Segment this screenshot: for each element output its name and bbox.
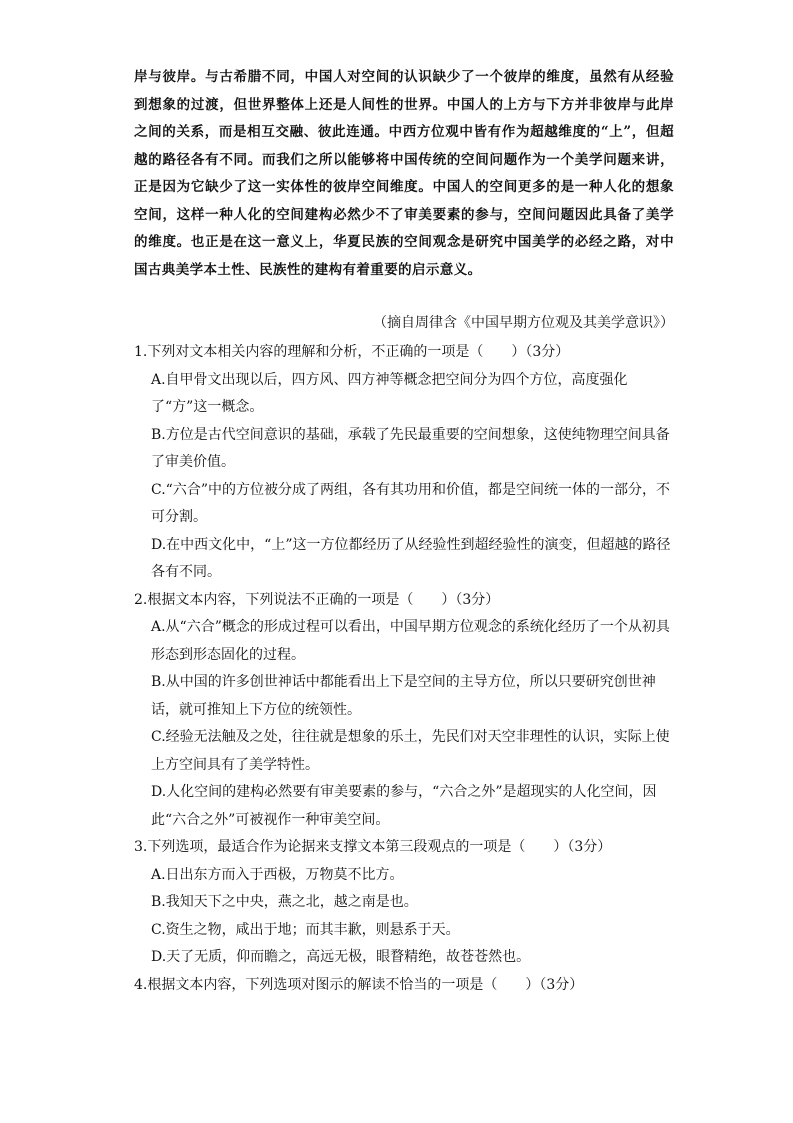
option-d: D.人化空间的建构必然要有审美要素的参与，“六合之外”是超现实的人化空间，因此“六合之外”可被视作一种审美空间。 <box>151 784 657 828</box>
question-2 <box>134 587 674 835</box>
option-c: C.经验无法触及之处，往往就是想象的乐土，先民们对天空非理性的认识，实际上使上方空间具有了美学特性。 <box>151 729 670 773</box>
option-a: A.自甲骨文出现以后，四方风、四方神等概念把空间分为四个方位，高度强化了“方”这一概念。 <box>151 371 628 415</box>
option-d: D.天了无质，仰而瞻之，高远无极，眼瞀精绝，故苍苍然也。 <box>151 949 531 965</box>
passage-source: （摘自周律含《中国早期方位观及其美学意识》） <box>373 315 674 331</box>
passage-paragraph: 岸与彼岸。与古希腊不同，中国人对空间的认识缺少了一个彼岸的维度，虽然有从经验到想象的过渡，但世界整体上还是人间性的世界。中国人的上方与下方并非彼岸与此岸之间的关系，而是相互交融、彼此连通。中西方位观中皆有作为超越维度的“上”，但超越的路径各有不同。而我们之所以能够将中国传统的空间问题作为一个美学问题来讲，正是因为它缺少了这一实体性的彼岸空间维度。中国人的空间更多的是一种人化的想象空间，这样一种人化的空间建构必然少不了审美要素的参与，空间问题因此具备了美学的维度。也正是在这一意义上，华夏民族的空间观念是研究中国美学的必经之路，对中国古典美学本土性、民族性的建构有着重要的启示意义。 <box>134 69 674 278</box>
question-stem: 1.下列对文本相关内容的理解和分析，不正确的一项是（ ）（3分） <box>134 344 570 360</box>
option-b: B.从中国的许多创世神话中都能看出上下是空间的主导方位，所以只要研究创世神话，就可推知上下方位的统领性。 <box>151 674 656 718</box>
question-3 <box>134 834 674 972</box>
option-b: B.我知天下之中央，燕之北，越之南是也。 <box>151 894 418 910</box>
option-c: C.资生之物，咸出于地；而其丰歉，则悬系于天。 <box>151 921 460 938</box>
option-a: A.从“六合”概念的形成过程可以看出，中国早期方位观念的系统化经历了一个从初具形态到形态固化的过程。 <box>151 619 670 663</box>
passage <box>134 64 674 284</box>
question-stem: 3.下列选项，最适合作为论据来支撑文本第三段观点的一项是（ ）（3分） <box>134 839 612 855</box>
option-b: B.方位是古代空间意识的基础，承载了先民最重要的空间想象，这使纯物理空间具备了审美价值。 <box>151 426 670 470</box>
option-c: C.“六合”中的方位被分成了两组，各有其功用和价值，都是空间统一体的一部分，不可分割。 <box>151 481 670 525</box>
question-stem: 2.根据文本内容，下列说法不正确的一项是（ ）（3分） <box>134 591 500 608</box>
option-a: A.日出东方而入于西极，万物莫不比方。 <box>151 866 404 883</box>
option-d: D.在中西文化中，“上”这一方位都经历了从经验性到超经验性的演变，但超越的路径各有不同。 <box>151 536 671 580</box>
question-1 <box>134 339 674 587</box>
question-4 <box>134 972 674 1000</box>
question-stem: 4.根据文本内容，下列选项对图示的解读不恰当的一项是（ ）（3分） <box>134 976 584 993</box>
question-list <box>134 339 674 999</box>
